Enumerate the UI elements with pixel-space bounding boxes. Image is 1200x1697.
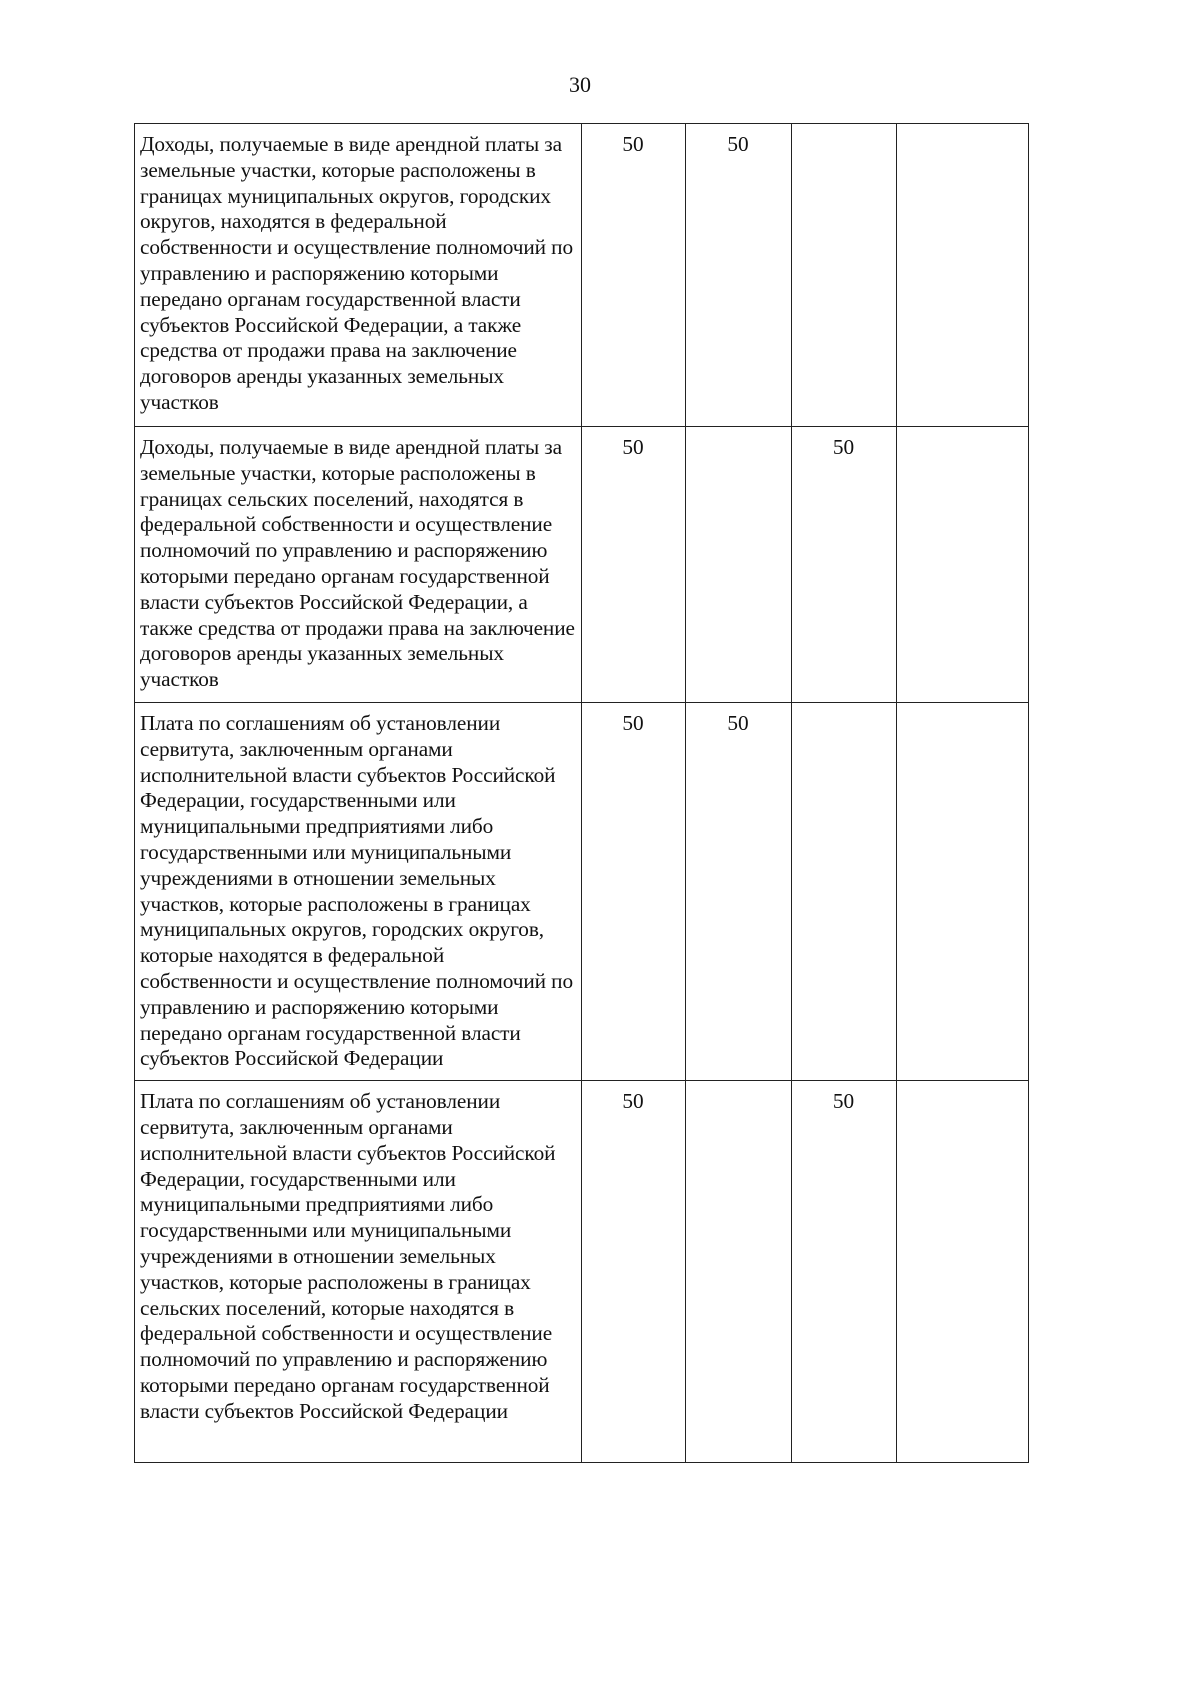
share-cell [686,427,792,703]
share-cell [792,703,897,1081]
row-description: Плата по соглашениям об установлении сервитута, заключенным органами исполнительной власти субъектов Российской Федерации, государственными или муниципальными предприятиями либо государственными или муниципальными учреждениями в отношении земельных участков, которые расположены в границах сельских поселений, которые находятся в федеральной собственности и осуществление полномочий по управлению и распоряжению которыми передано органам государственной власти субъектов Российской Федерации [135,1081,582,1463]
table-row [135,703,1029,1081]
share-cell: 50 [792,1081,897,1463]
share-cell: 50 [686,124,792,427]
table-row [135,427,1029,703]
row-description: Доходы, получаемые в виде арендной платы за земельные участки, которые расположены в границах муниципальных округов, городских округов, находятся в федеральной собственности и осуществление полномочий по управлению и распоряжению которыми передано органам государственной власти субъектов Российской Федерации, а также средства от продажи права на заключение договоров аренды указанных земельных участков [135,124,582,427]
share-cell [897,427,1029,703]
page-number: 30 [569,72,591,97]
share-cell [792,124,897,427]
share-cell [897,703,1029,1081]
share-cell: 50 [582,703,686,1081]
share-cell [686,1081,792,1463]
share-cell: 50 [686,703,792,1081]
table-row [135,1081,1029,1463]
share-cell: 50 [792,427,897,703]
row-description: Плата по соглашениям об установлении сервитута, заключенным органами исполнительной власти субъектов Российской Федерации, государственными или муниципальными предприятиями либо государственными или муниципальными учреждениями в отношении земельных участков, которые расположены в границах муниципальных округов, городских округов, которые находятся в федеральной собственности и осуществление полномочий по управлению и распоряжению которыми передано органам государственной власти субъектов Российской Федерации [135,703,582,1081]
table-row [135,124,1029,427]
norms-table [134,123,1029,1463]
share-cell [897,1081,1029,1463]
row-description: Доходы, получаемые в виде арендной платы за земельные участки, которые расположены в границах сельских поселений, находятся в федеральной собственности и осуществление полномочий по управлению и распоряжению которыми передано органам государственной власти субъектов Российской Федерации, а также средства от продажи права на заключение договоров аренды указанных земельных участков [135,427,582,703]
share-cell [897,124,1029,427]
share-cell: 50 [582,124,686,427]
share-cell: 50 [582,1081,686,1463]
share-cell: 50 [582,427,686,703]
